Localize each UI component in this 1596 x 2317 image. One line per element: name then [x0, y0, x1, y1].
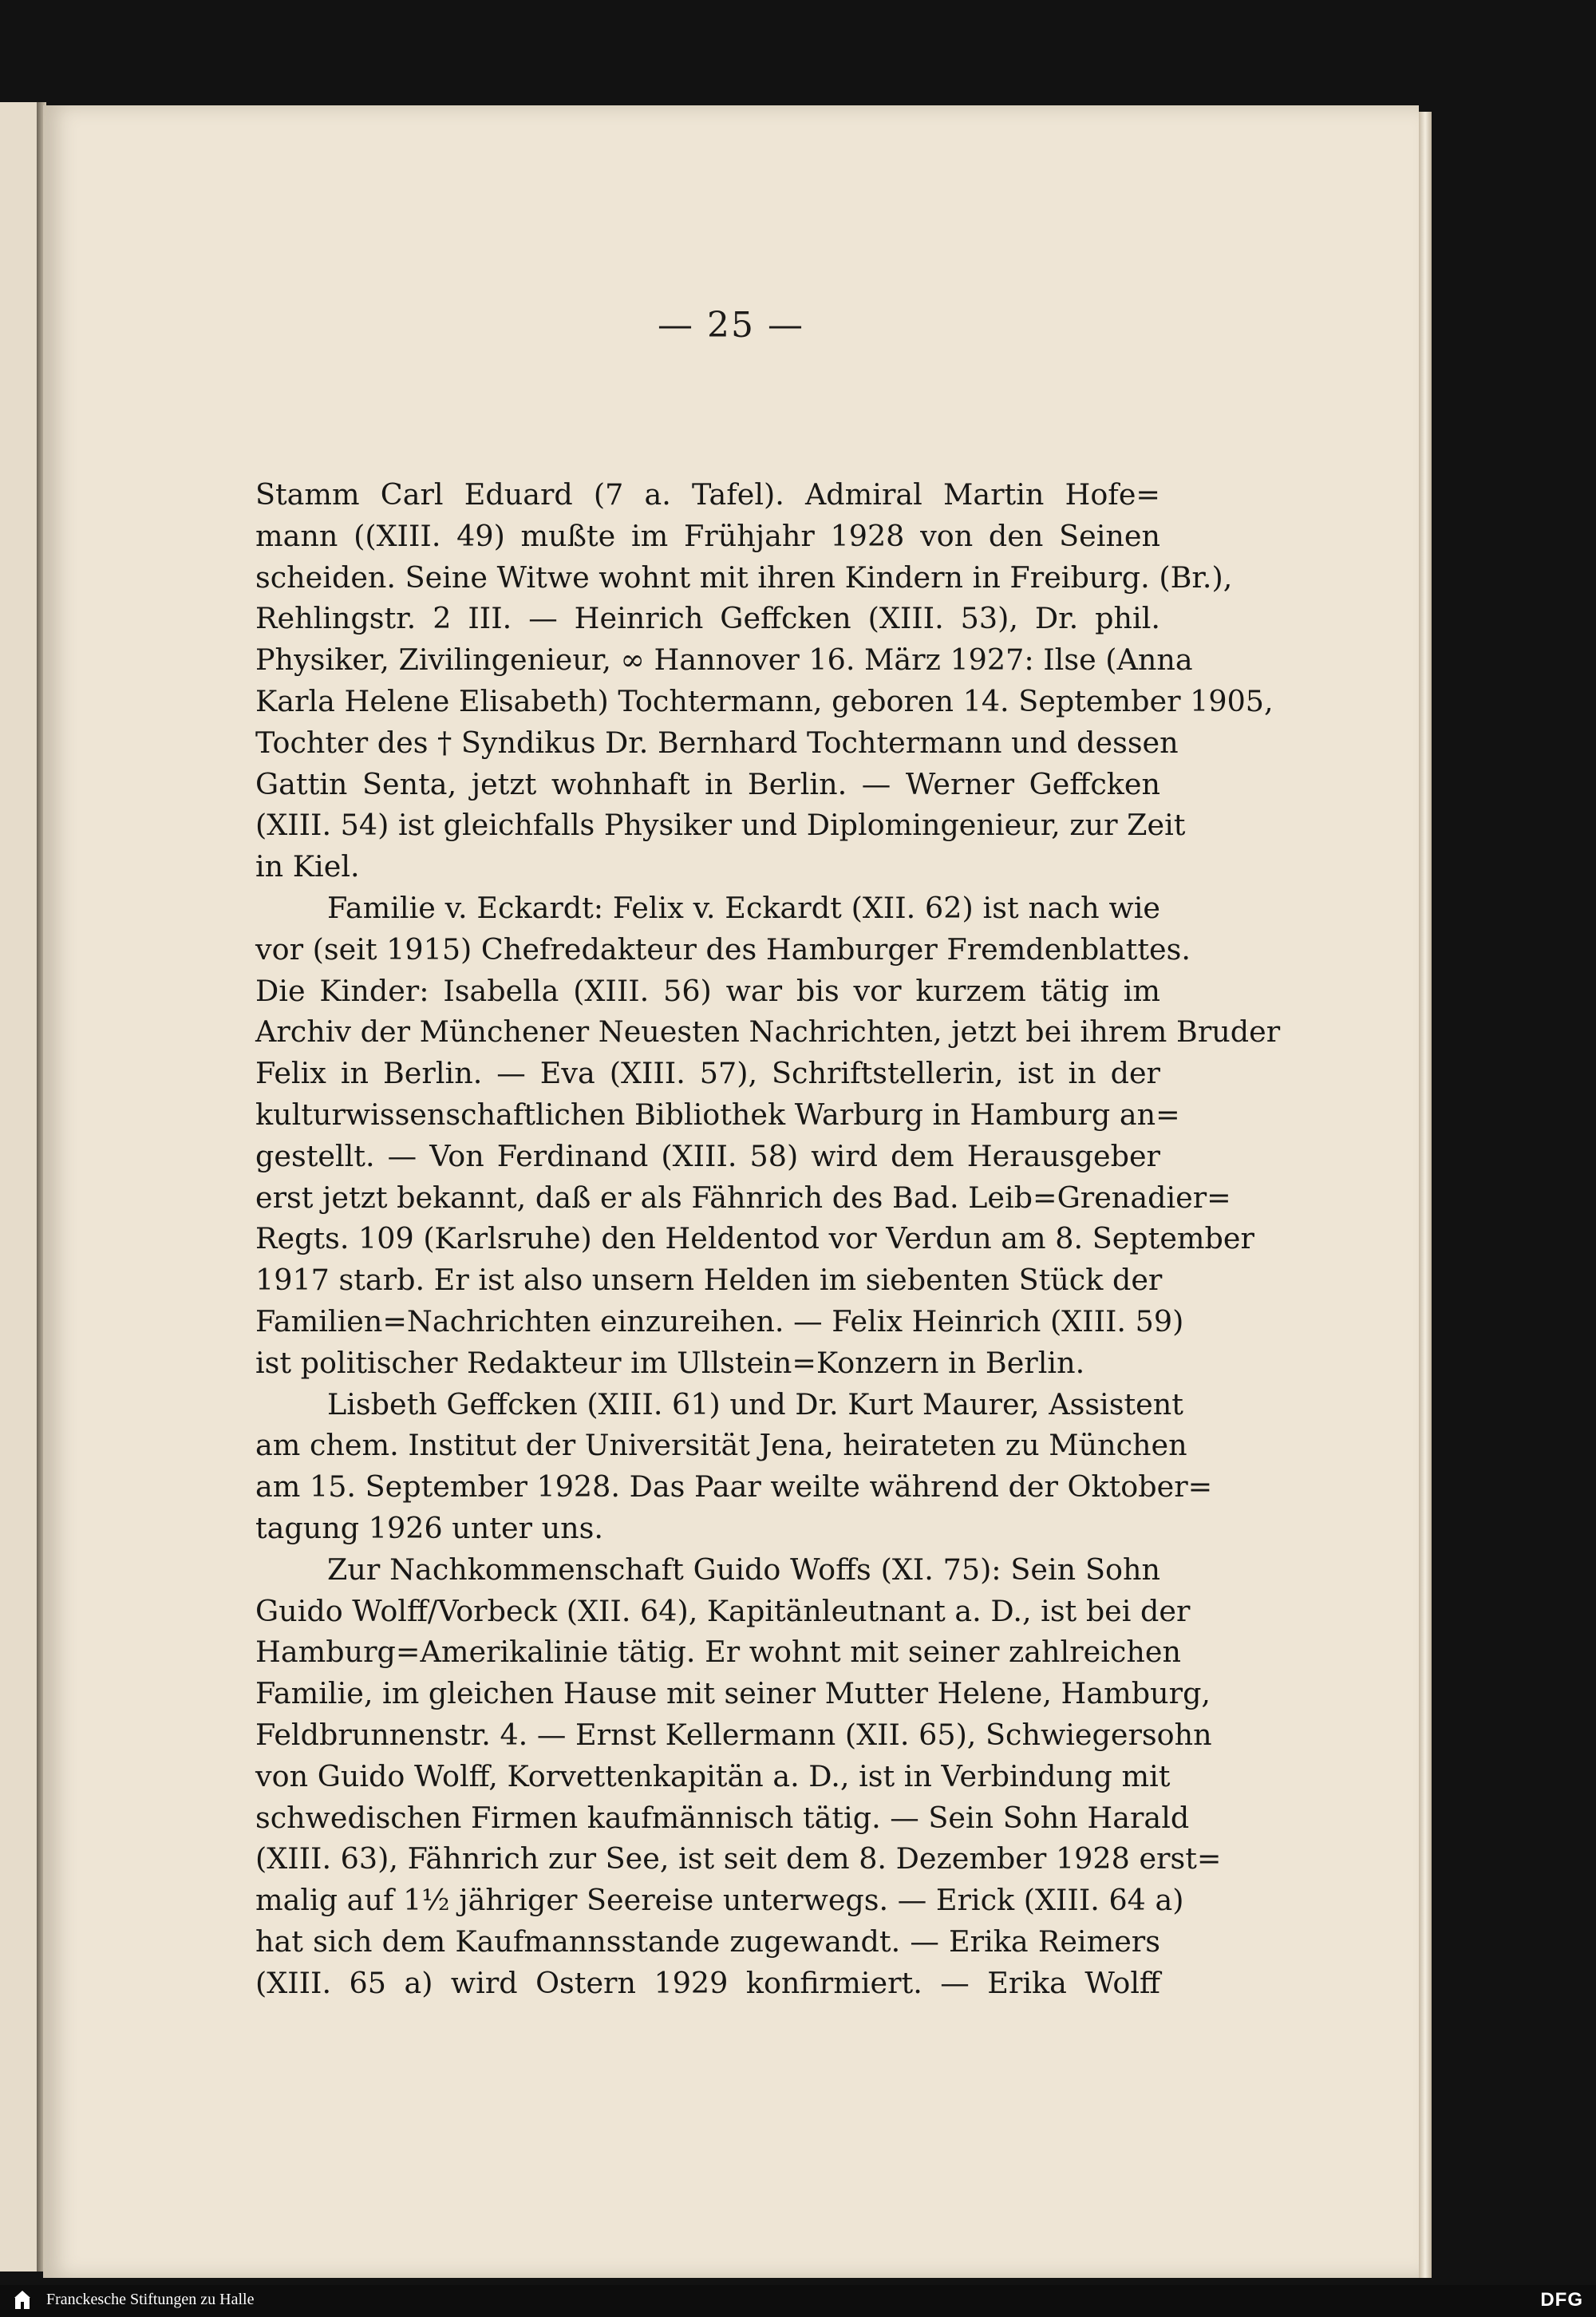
book-page [43, 105, 1419, 2278]
text-line: (XIII. 54) ist gleichfalls Physiker und Diplomingenieur, zur Zeit [255, 808, 1186, 843]
paragraph-3 [255, 1384, 1213, 1549]
text-line: Familien=Nachrichten einzureihen. — Felix Heinrich (XIII. 59) [255, 1303, 1184, 1338]
text-line: am 15. September 1928. Das Paar weilte während der Oktober= [255, 1469, 1213, 1504]
paragraph-2 [255, 888, 1281, 1384]
text-line: Feldbrunnenstr. 4. — Ernst Kellermann (XII. 65), Schwiegersohn [255, 1717, 1212, 1752]
text-line: ist politischer Redakteur im Ullstein=Konzern in Berlin. [255, 1345, 1085, 1380]
text-line: Familie v. Eckardt: Felix v. Eckardt (XII. 62) ist nach wie [327, 890, 1160, 925]
text-line: von Guido Wolff, Korvettenkapitän a. D., ist in Verbindung mit [255, 1758, 1171, 1793]
text-line: am chem. Institut der Universität Jena, heirateten zu München [255, 1428, 1187, 1463]
text-line: Familie, im gleichen Hause mit seiner Mutter Helene, Hamburg, [255, 1676, 1211, 1711]
text-line: malig auf 1½ jähriger Seereise unterwegs. — Erick (XIII. 64 a) [255, 1883, 1184, 1918]
text-line: Tochter des † Syndikus Dr. Bernhard Tochtermann und dessen [255, 725, 1179, 760]
text-line: schwedischen Firmen kaufmännisch tätig. — Sein Sohn Harald [255, 1800, 1190, 1835]
text-line: Rehlingstr. 2 III. — Heinrich Geffcken (XIII. 53), Dr. phil. [255, 601, 1160, 636]
viewer-footer [0, 2285, 1596, 2317]
institution-label: Franckesche Stiftungen zu Halle [46, 2291, 255, 2308]
text-line: (XIII. 63), Fähnrich zur See, ist seit dem 8. Dezember 1928 erst= [255, 1841, 1222, 1876]
text-line: Hamburg=Amerikalinie tätig. Er wohnt mit seiner zahlreichen [255, 1635, 1181, 1670]
facing-page-edge [0, 102, 38, 2272]
text-line: Guido Wolff/Vorbeck (XII. 64), Kapitänleutnant a. D., ist bei der [255, 1593, 1191, 1628]
text-line: Karla Helene Elisabeth) Tochtermann, geboren 14. September 1905, [255, 683, 1274, 718]
text-line: mann ((XIII. 49) mußte im Frühjahr 1928 von den Seinen [255, 518, 1160, 553]
text-line: scheiden. Seine Witwe wohnt mit ihren Kindern in Freiburg. (Br.), [255, 559, 1233, 595]
text-line: vor (seit 1915) Chefredakteur des Hamburger Fremdenblattes. [255, 931, 1191, 967]
text-line: in Kiel. [255, 849, 360, 884]
text-line: Archiv der Münchener Neuesten Nachrichten, jetzt bei ihrem Bruder [255, 1014, 1281, 1050]
institution-logo-icon [13, 2290, 32, 2311]
text-line: gestellt. — Von Ferdinand (XIII. 58) wird dem Herausgeber [255, 1138, 1160, 1173]
text-line: tagung 1926 unter uns. [255, 1510, 603, 1545]
paragraph-4 [255, 1549, 1222, 2004]
text-line: 1917 starb. Er ist also unsern Helden im siebenten Stück der [255, 1263, 1163, 1298]
text-line: Regts. 109 (Karlsruhe) den Heldentod vor Verdun am 8. September [255, 1221, 1254, 1256]
dfg-logo: DFG [1540, 2289, 1583, 2311]
page-number: — 25 — [658, 305, 804, 346]
page-text [255, 474, 1281, 2003]
text-line: Physiker, Zivilingenieur, ∞ Hannover 16. März 1927: Ilse (Anna [255, 643, 1193, 678]
text-line: erst jetzt bekannt, daß er als Fähnrich des Bad. Leib=Grenadier= [255, 1180, 1231, 1215]
text-line: Zur Nachkommenschaft Guido Woffs (XI. 75): Sein Sohn [327, 1552, 1160, 1587]
text-line: kulturwissenschaftlichen Bibliothek Warburg in Hamburg an= [255, 1097, 1180, 1132]
text-line: hat sich dem Kaufmannsstande zugewandt. — Erika Reimers [255, 1924, 1160, 1959]
text-line: (XIII. 65 a) wird Ostern 1929 konfirmiert. — Erika Wolff [255, 1965, 1160, 2000]
text-line: Stamm Carl Eduard (7 a. Tafel). Admiral Martin Hofe= [255, 477, 1160, 512]
page-stack-edge [1419, 112, 1432, 2278]
text-line: Felix in Berlin. — Eva (XIII. 57), Schriftstellerin, ist in der [255, 1056, 1160, 1091]
paragraph-1 [255, 474, 1274, 888]
text-line: Die Kinder: Isabella (XIII. 56) war bis vor kurzem tätig im [255, 973, 1160, 1008]
text-line: Lisbeth Geffcken (XIII. 61) und Dr. Kurt Maurer, Assistent [327, 1386, 1183, 1421]
text-line: Gattin Senta, jetzt wohnhaft in Berlin. — Werner Geffcken [255, 766, 1160, 801]
